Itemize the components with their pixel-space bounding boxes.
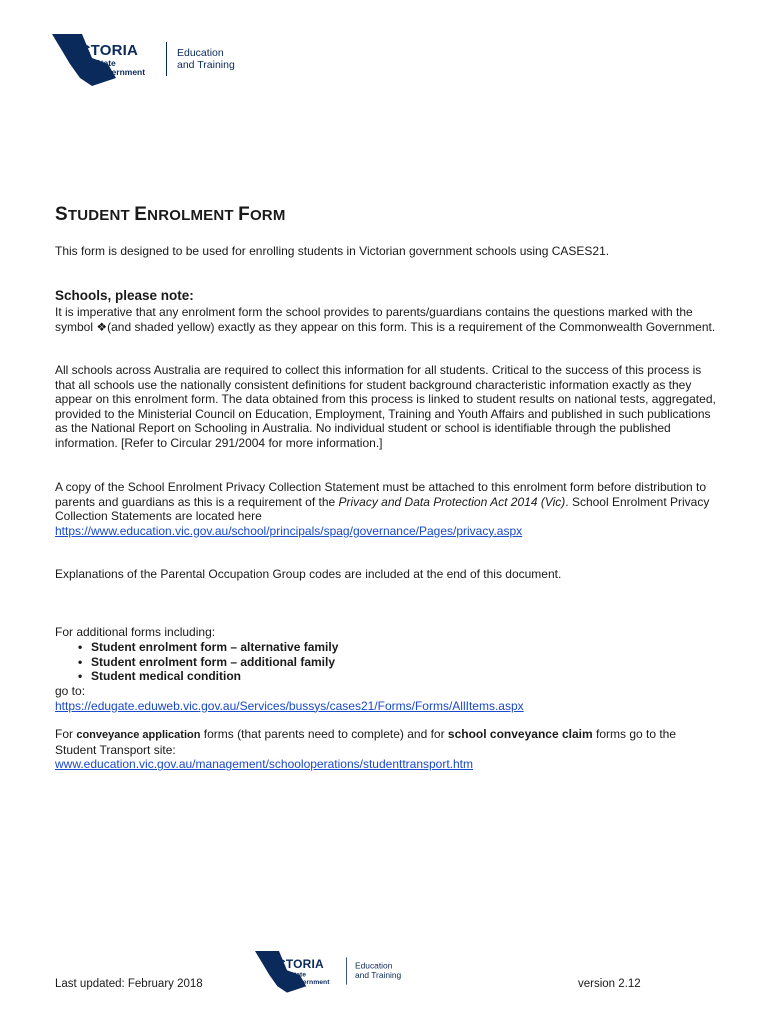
title-part: NROLMENT — [147, 207, 239, 224]
privacy-text: A copy of the School Enrolment Privacy Collection Statement must be attached to this enrolment form before distribution to parents and guardians as this is a requirement of the — [55, 480, 706, 509]
logo-department — [355, 961, 401, 980]
logo-dept-line2: and Training — [177, 59, 235, 71]
victoria-map-mark — [52, 34, 156, 86]
para1-text: It is imperative that any enrolment form the school provides to parents/guardians contains the questions marked with the symbol — [55, 305, 693, 334]
conveyance-text: forms go to the Student Transport site: — [55, 727, 677, 757]
title-part: F — [238, 204, 250, 225]
last-updated: Last updated: February 2018 — [55, 978, 203, 990]
list-item: • Student enrolment form – alternative family — [91, 640, 338, 655]
conveyance-bold: school conveyance claim — [447, 727, 593, 741]
logo-department — [177, 47, 235, 71]
list-item: • Student medical condition — [91, 669, 338, 684]
schools-note-para1 — [55, 305, 720, 334]
logo-sub-line2: Government — [289, 977, 330, 986]
para1-text: (and shaded yellow) exactly as they appear on this form. This is a requirement of the Commonwealth Government. — [107, 319, 716, 334]
schools-note-para2: All schools across Australia are required to collect this information for all students. Critical to the success of this process is that all schools use the nationally consistent definitions for student background characteristic information exactly as they appear on this enrolment form. The data obtained from this process is linked to student results on national tests, aggregated, provided to the Ministerial Council on Education, Employment, Training and Youth Affairs and published in such publications as the National Report on Schooling in Australia. No individual student or school is identifiable through the published information. [Refer to Circular 291/2004 for more information.] — [55, 363, 716, 450]
privacy-act-title: Privacy and Data Protection Act 2014 (Vic) — [338, 494, 566, 509]
student-transport-link[interactable]: www.education.vic.gov.au/management/schooloperations/studenttransport.htm — [55, 757, 474, 772]
victoria-logo-footer — [255, 951, 401, 993]
version-label: version 2.12 — [578, 978, 641, 990]
logo-sub-line1: State — [289, 970, 307, 979]
diamond-symbol-icon: ❖ — [96, 319, 108, 334]
edugate-forms-link[interactable]: https://edugate.eduweb.vic.gov.au/Services/bussys/cases21/Forms/Forms/AllItems.aspx — [55, 698, 524, 713]
title-part: TUDENT — [67, 207, 135, 224]
logo-dept-line2: and Training — [355, 971, 402, 981]
title-part: ORM — [249, 207, 286, 224]
additional-forms-goto — [55, 684, 720, 713]
goto-text: go to: — [55, 684, 86, 698]
logo-wordmark: VICTORIA — [65, 42, 138, 59]
list-item: • Student enrolment form – additional family — [91, 655, 338, 670]
schools-note-heading: Schools, please note: — [55, 288, 194, 303]
additional-forms-intro: For additional forms including: — [55, 625, 216, 639]
conveyance-text: For — [55, 727, 77, 741]
intro-text: This form is designed to be used for enrolling students in Victorian government schools using CASES21. — [55, 244, 610, 258]
logo-dept-line1: Education — [177, 47, 224, 59]
logo-dept-line1: Education — [355, 961, 393, 971]
conveyance-text: forms (that parents need to complete) and for — [200, 727, 448, 741]
occupation-note: Explanations of the Parental Occupation Group codes are included at the end of this document. — [55, 567, 562, 581]
privacy-paragraph — [55, 480, 720, 538]
page-title — [55, 204, 286, 226]
logo-divider — [166, 42, 167, 76]
logo-sub-line2: Government — [95, 67, 146, 77]
privacy-text: . School Enrolment Privacy Collection Statements are located here — [55, 494, 710, 524]
conveyance-paragraph — [55, 727, 720, 772]
logo-sub-line1: State — [95, 58, 116, 68]
title-part: E — [134, 204, 148, 225]
conveyance-bold: conveyance application — [76, 729, 201, 741]
additional-forms-list — [55, 640, 338, 684]
title-part: S — [55, 204, 68, 225]
logo-sub — [289, 971, 329, 985]
privacy-link[interactable]: https://www.education.vic.gov.au/school/principals/spag/governance/Pages/privacy.aspx — [55, 523, 523, 538]
logo-wordmark: VICTORIA — [265, 957, 324, 971]
victoria-map-mark — [255, 951, 338, 993]
logo-sub — [95, 59, 145, 77]
logo-divider — [346, 957, 347, 984]
victoria-logo — [52, 34, 235, 86]
